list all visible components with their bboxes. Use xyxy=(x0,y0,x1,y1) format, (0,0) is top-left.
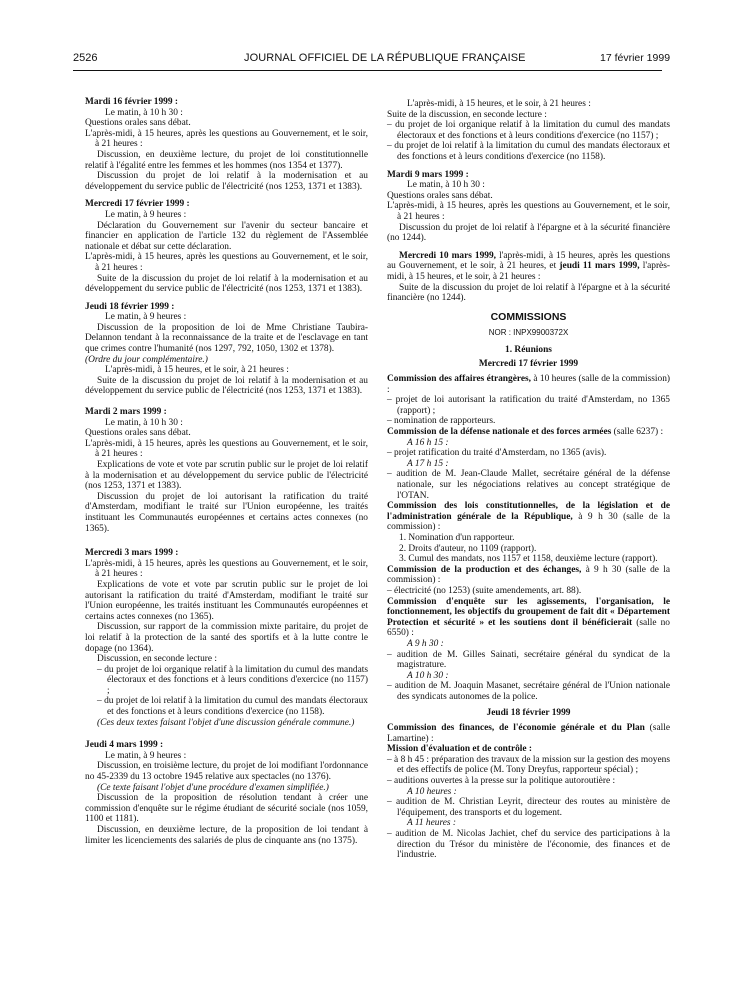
day-heading: Jeudi 4 mars 1999 : xyxy=(85,740,164,751)
time-slot: A 10 h 30 : xyxy=(407,670,449,681)
agenda-item: Questions orales sans débat. xyxy=(85,118,191,129)
time-slot: L'après-midi, à 15 heures, après les questions au Gouvernement, et le soir, à 21 heures : xyxy=(387,201,670,222)
day-heading: Mercredi 17 février 1999 : xyxy=(85,199,190,210)
list-item: – du projet de loi relatif à la limitation du cumul des mandats électoraux et des fonctions et à leurs conditions d'exercice (no 1158). xyxy=(387,141,670,162)
agenda-item: Discussion, en troisième lecture, du projet de loi modifiant l'ordonnance no 45-2339 du 13 octobre 1945 relative aux spectacles (no 1376). xyxy=(85,761,368,783)
agenda-note: (Ce texte faisant l'objet d'une procédure d'examen simplifiée.) xyxy=(97,782,329,793)
section-title: COMMISSIONS xyxy=(490,310,567,323)
time-slot: Le matin, à 10 h 30 : xyxy=(105,417,183,428)
agenda-item: Discussion, en deuxième lecture, de la proposition de loi tendant à limiter les licenciements des salariés de plus de cinquante ans (no 1375). xyxy=(85,825,368,846)
day-heading: Mercredi 10 mars 1999, xyxy=(399,250,497,261)
time-slot: L'après-midi, à 15 heures, et le soir, à 21 heures : xyxy=(105,365,289,376)
commission-entry xyxy=(387,723,670,744)
time-slot: A 11 heures : xyxy=(407,818,457,829)
time-slot: A 17 h 15 : xyxy=(407,458,449,469)
agenda-item: Discussion de la proposition de résolution tendant à créer une commission d'enquête sur le régime étudiant de sécurité sociale (nos 1059, 1100 et 1181). xyxy=(85,793,368,825)
agenda-item: Suite de la discussion, en seconde lecture : xyxy=(387,109,547,120)
agenda-note: (Ordre du jour complémentaire.) xyxy=(85,354,208,365)
list-item: – audition de M. Nicolas Jachiet, chef du service des participations à la direction du Trésor du ministère de l'économie, des finances et de l'industrie. xyxy=(387,829,670,861)
list-item: – nomination de rapporteurs. xyxy=(387,416,496,427)
list-item: – projet de loi autorisant la ratification du traité d'Amsterdam, no 1365 (rapport) ; xyxy=(387,395,670,416)
time-slot: L'après-midi, à 15 heures, après les questions au Gouvernement, et le soir, à 21 heures : xyxy=(85,252,368,273)
list-item: – projet ratification du traité d'Amsterdam, no 1365 (avis). xyxy=(387,448,607,459)
agenda-item: Discussion du projet de loi relatif à l'épargne et à la sécurité financière (no 1244). xyxy=(387,222,670,244)
commission-entry xyxy=(387,501,670,533)
agenda-item: Discussion, en seconde lecture : xyxy=(97,654,218,665)
commission-name: Commission de la production et des échanges, xyxy=(387,564,582,575)
header-rule xyxy=(73,70,662,71)
time-slot: Le matin, à 9 heures : xyxy=(105,750,187,761)
list-item: – à 8 h 45 : préparation des travaux de la mission sur la gestion des moyens et des effectifs de police (M. Tony Dreyfus, rapporteur spécial) ; xyxy=(387,754,670,776)
time-slot: Le matin, à 10 h 30 : xyxy=(105,107,183,118)
agenda-text: l'après-midi, à 15 heures, et le soir, à 21 heures : xyxy=(387,261,670,282)
commission-entry xyxy=(387,427,670,438)
day-heading: Mercredi 3 mars 1999 : xyxy=(85,548,179,559)
agenda-item: Questions orales sans débat. xyxy=(387,190,493,201)
list-item: – électricité (no 1253) (suite amendements, art. 88). xyxy=(387,585,582,596)
date-heading: Mercredi 17 février 1999 xyxy=(478,359,579,370)
list-item: 1. Nomination d'un rapporteur. xyxy=(399,532,515,543)
time-slot: L'après-midi, à 15 heures, après les questions au Gouvernement, et le soir, à 21 heures : xyxy=(85,558,368,580)
page-number: 2526 xyxy=(73,52,98,64)
day-heading: Mardi 9 mars 1999 : xyxy=(387,169,469,180)
commission-details: (salle no 6550) : xyxy=(387,617,670,639)
agenda-item: Suite de la discussion du projet de loi relatif à la modernisation et au développement du service public de l'électricité (nos 1253, 1371 et 1383). xyxy=(85,273,368,295)
agenda-text: l'après-midi, à 15 heures, après les questions au Gouvernement, et le soir, à 21 heures, et xyxy=(387,250,670,272)
agenda-item: Déclaration du Gouvernement sur l'avenir du secteur bancaire et financier en application de l'article 132 du règlement de l'Assemblée nationale et débat sur cette déclaration. xyxy=(85,220,368,252)
day-heading: jeudi 11 mars 1999, xyxy=(559,261,640,272)
list-item: – du projet de loi organique relatif à la limitation du cumul des mandats électoraux et des fonctions et à leurs conditions d'exercice (no 1157) ; xyxy=(387,120,670,141)
issue-date: 17 février 1999 xyxy=(600,52,671,64)
journal-title: JOURNAL OFFICIEL DE LA RÉPUBLIQUE FRANÇAISE xyxy=(244,52,526,64)
commission-name: Commission d'enquête sur les agissements, l'organisation, le fonctionnement, les objectifs du groupement de fait dit « Département Protection et sécurité » et les soutiens dont il bénéficierait xyxy=(387,596,670,628)
agenda-item: Suite de la discussion du projet de loi relatif à la modernisation et au développement du service public de l'électricité (nos 1253, 1371 et 1383). xyxy=(85,375,368,397)
commission-details: (salle Lamartine) : xyxy=(387,723,670,744)
commission-name: Commission de la défense nationale et des forces armées xyxy=(387,427,612,438)
agenda-item: Explications de vote et vote par scrutin public sur le projet de loi relatif à la modernisation et au développement du service public de l'électricité (nos 1253, 1371 et 1383). xyxy=(85,460,368,492)
time-slot: L'après-midi, à 15 heures, après les questions au Gouvernement, et le soir, à 21 heures : xyxy=(85,438,368,460)
day-heading: Mardi 16 février 1999 : xyxy=(85,97,179,107)
nor-reference: NOR : INPX9900372X xyxy=(488,328,569,338)
commission-name: Commission des finances, de l'économie générale et du Plan xyxy=(387,723,645,734)
time-slot: A 9 h 30 : xyxy=(407,638,444,649)
agenda-item: Discussion, sur rapport de la commission mixte paritaire, du projet de loi relatif à la protection de la santé des sportifs et à la lutte contre le dopage (no 1364). xyxy=(85,622,368,654)
commission-entry xyxy=(387,565,670,586)
commission-details: à 9 h 30 (salle de la commission) : xyxy=(387,564,670,586)
commission-details: (salle 6237) : xyxy=(611,427,664,438)
time-slot: L'après-midi, à 15 heures, et le soir, à 21 heures : xyxy=(407,99,591,109)
list-item: – audition de M. Jean-Claude Mallet, secrétaire général de la défense nationale, sur les négociations relatives au concept stratégique de l'OTAN. xyxy=(387,469,670,501)
day-heading: Jeudi 18 février 1999 : xyxy=(85,301,175,312)
day-heading: Mardi 2 mars 1999 : xyxy=(85,407,167,418)
list-item: – du projet de loi organique relatif à la limitation du cumul des mandats électoraux et des fonctions et à leurs conditions d'exercice (no 1157) ; xyxy=(97,664,368,696)
agenda-note: (Ces deux textes faisant l'objet d'une discussion générale commune.) xyxy=(97,717,355,728)
time-slot: Le matin, à 9 heures : xyxy=(105,209,187,220)
time-slot: L'après-midi, à 15 heures, après les questions au Gouvernement, et le soir, à 21 heures : xyxy=(85,128,368,150)
subsection-title: 1. Réunions xyxy=(505,344,552,355)
agenda-item: Suite de la discussion du projet de loi relatif à l'épargne et à la sécurité financière (no 1244). xyxy=(387,282,670,304)
list-item: 3. Cumul des mandats, nos 1157 et 1158, deuxième lecture (rapport). xyxy=(399,554,658,565)
time-slot: A 16 h 15 : xyxy=(407,437,449,448)
commission-entry xyxy=(387,597,670,639)
commission-name: Commission des affaires étrangères, xyxy=(387,374,532,385)
list-item: – audition de M. Gilles Sainati, secrétaire général du syndicat de la magistrature. xyxy=(387,649,670,671)
agenda-item: Discussion de la proposition de loi de Mme Christiane Taubira-Delannon tendant à la reconnaissance de la traite et de l'esclavage en tant que crimes contre l'humanité (nos 1297, 792, 1050, 1302 et 1378). xyxy=(85,322,368,355)
mission-title: Mission d'évaluation et de contrôle : xyxy=(387,744,533,755)
left-column xyxy=(85,97,368,846)
list-item: 2. Droits d'auteur, no 1109 (rapport). xyxy=(399,543,537,554)
time-slot: A 10 heures : xyxy=(407,786,457,797)
commission-details: à 10 heures (salle de la commission) : xyxy=(387,374,671,395)
time-slot: Le matin, à 9 heures : xyxy=(105,312,187,323)
list-item: – audition de M. Joaquin Masanet, secrétaire général de l'Union nationale des syndicats autonomes de la police. xyxy=(387,681,670,702)
agenda-item: Discussion du projet de loi relatif à la modernisation et au développement du service public de l'électricité (nos 1253, 1371 et 1383). xyxy=(85,171,368,192)
right-column xyxy=(387,99,670,861)
agenda-item: Discussion, en deuxième lecture, du projet de loi constitutionnelle relatif à l'égalité entre les femmes et les hommes (nos 1354 et 1377). xyxy=(85,149,368,171)
commission-entry xyxy=(387,374,670,395)
commission-details: à 9 h 30 (salle de la commission) : xyxy=(387,511,671,533)
page-header xyxy=(0,46,731,70)
agenda-item: Explications de vote et vote par scrutin public sur le projet de loi autorisant la ratification du traité d'Amsterdam, modifiant le traité sur l'Union européenne, les traités instituant les Communautés européennes et certains actes connexes (no 1365). xyxy=(85,579,368,622)
list-item: – auditions ouvertes à la presse sur la politique autoroutière : xyxy=(387,776,616,787)
list-item: – du projet de loi relatif à la limitation du cumul des mandats électoraux et des fonctions et à leurs conditions d'exercice (no 1158). xyxy=(97,696,368,718)
date-heading: Jeudi 18 février 1999 xyxy=(486,708,571,719)
agenda-item: Discussion du projet de loi autorisant la ratification du traité d'Amsterdam, modifiant le traité sur l'Union européenne, les traités instituant les Communautés européennes et certains actes connexes (no 1365). xyxy=(85,491,368,534)
commission-name: Commission des lois constitutionnelles, de la législation et de l'administration générale de la République, xyxy=(387,501,670,522)
time-slot: Le matin, à 10 h 30 : xyxy=(407,180,485,191)
list-item: – audition de M. Christian Leyrit, directeur des routes au ministère de l'équipement, des transports et du logement. xyxy=(387,797,670,818)
agenda-item: Questions orales sans débat. xyxy=(85,428,191,439)
agenda-paragraph xyxy=(387,251,670,283)
